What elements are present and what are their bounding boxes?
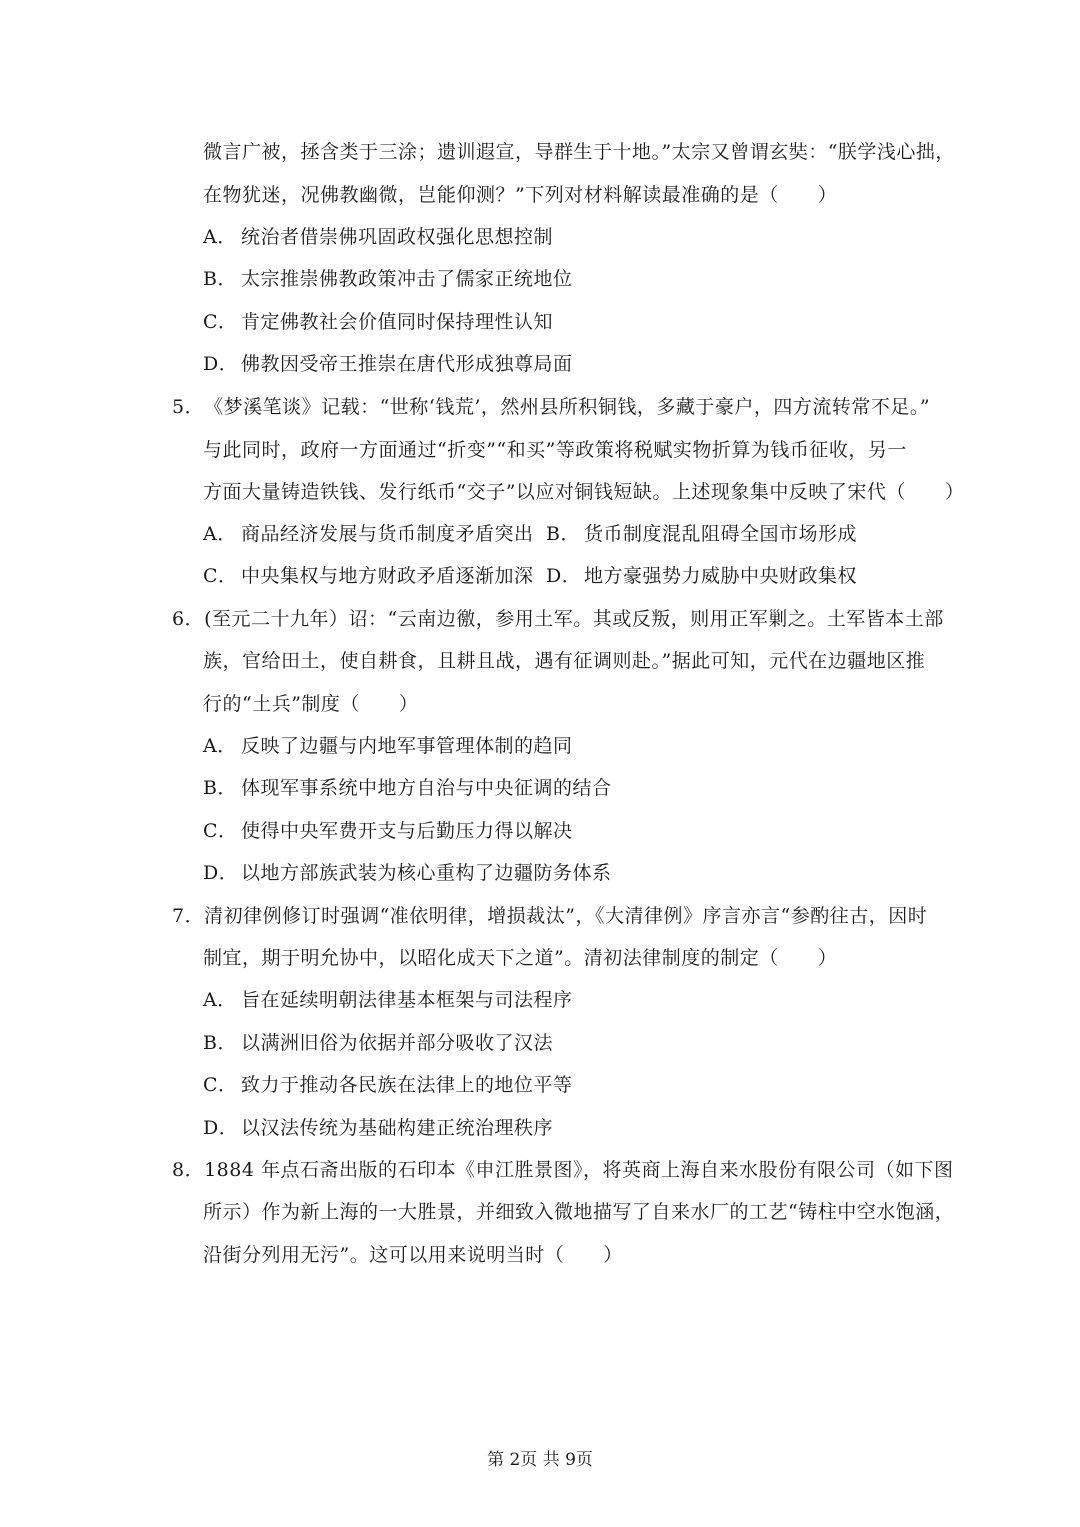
- option-text: 商品经济发展与货币制度矛盾突出: [241, 523, 534, 545]
- q5-stem-line-3: 方面大量铸造铁钱、发行纸币“交子”以应对铜钱短缺。上述现象集中反映了宋代（ ）: [203, 481, 965, 503]
- question-number: 6．: [172, 608, 205, 630]
- option-letter: B．: [203, 268, 237, 290]
- option-text: 以汉法传统为基础构建正统治理秩序: [241, 1117, 554, 1139]
- option-text: 肯定佛教社会价值同时保持理性认知: [241, 311, 554, 333]
- q7-stem-line-1: [172, 901, 927, 931]
- q5-option-d[interactable]: [546, 561, 857, 591]
- question-number: 8．: [172, 1159, 205, 1181]
- option-text: 太宗推崇佛教政策冲击了儒家正统地位: [241, 268, 573, 290]
- q5-stem-line-2: 与此同时，政府一方面通过“折变”“和买”等政策将税赋实物折算为钱币征收，另一: [203, 439, 907, 461]
- option-text: 以满洲旧俗为依据并部分吸收了汉法: [241, 1032, 554, 1054]
- option-text: 反映了边疆与内地军事管理体制的趋同: [241, 735, 573, 757]
- q7-stem-text: 清初律例修订时强调“准依明律，增损裁汰”，《大清律例》序言亦言“参酌往古，因时: [204, 905, 928, 927]
- q4-option-c[interactable]: [203, 307, 553, 337]
- q5-option-b[interactable]: [546, 519, 857, 549]
- q7-option-a[interactable]: [203, 985, 573, 1015]
- option-letter: B．: [203, 777, 237, 799]
- option-text: 佛教因受帝王推崇在唐代形成独尊局面: [241, 353, 573, 375]
- option-text: 地方豪强势力威胁中央财政集权: [584, 565, 858, 587]
- question-number: 5．: [172, 396, 205, 418]
- q6-option-b[interactable]: [203, 773, 612, 803]
- q6-option-d[interactable]: [203, 858, 612, 888]
- q5-option-a[interactable]: [203, 519, 534, 549]
- q6-stem-line-1: [172, 604, 944, 634]
- q7-stem-line-2: 制宜，期于明允协中，以昭化成天下之道”。清初法律制度的制定（ ）: [203, 947, 838, 969]
- q8-stem-line-3: 沿街分列用无污”。这可以用来说明当时（ ）: [203, 1244, 623, 1266]
- option-text: 货币制度混乱阻碍全国市场形成: [584, 523, 858, 545]
- q6-option-a[interactable]: [203, 731, 573, 761]
- option-letter: A．: [203, 523, 237, 545]
- q8-stem-text: 1884 年点石斋出版的石印本《申江胜景图》，将英商上海自来水股份有限公司（如下图: [204, 1159, 954, 1181]
- q8-stem-line-1: [172, 1155, 954, 1185]
- q5-stem-text: 《梦溪笔谈》记载：“世称‘钱荒’，然州县所积铜钱，多藏于豪户，四方流转常不足。”: [204, 396, 931, 418]
- q6-stem-text: (至元二十九年）诏：“云南边徼，参用土军。其或反叛，则用正军剿之。土军皆本土部: [204, 608, 944, 630]
- question-number: 7．: [172, 905, 205, 927]
- option-letter: A．: [203, 226, 237, 248]
- option-letter: C．: [203, 820, 238, 842]
- option-letter: D．: [203, 1117, 239, 1139]
- q4-option-a[interactable]: [203, 222, 553, 252]
- option-letter: A．: [203, 989, 237, 1011]
- option-text: 体现军事系统中地方自治与中央征调的结合: [241, 777, 612, 799]
- q6-option-c[interactable]: [203, 816, 573, 846]
- option-letter: C．: [203, 311, 238, 333]
- q4-stem-line-2: 在物犹迷，况佛教幽微，岂能仰测？”下列对材料解读最准确的是（ ）: [203, 184, 838, 206]
- option-letter: D．: [203, 353, 239, 375]
- q4-option-b[interactable]: [203, 264, 573, 294]
- option-letter: C．: [203, 565, 238, 587]
- option-text: 统治者借崇佛巩固政权强化思想控制: [241, 226, 554, 248]
- option-text: 致力于推动各民族在法律上的地位平等: [241, 1074, 573, 1096]
- option-text: 中央集权与地方财政矛盾逐渐加深: [241, 565, 534, 587]
- q7-option-d[interactable]: [203, 1113, 553, 1143]
- q7-option-c[interactable]: [203, 1070, 573, 1100]
- q4-option-d[interactable]: [203, 349, 573, 379]
- option-letter: B．: [546, 523, 580, 545]
- q5-stem-line-1: [172, 392, 930, 422]
- option-text: 使得中央军费开支与后勤压力得以解决: [241, 820, 573, 842]
- option-letter: D．: [203, 862, 239, 884]
- q8-stem-line-2: 所示）作为新上海的一大胜景，并细致入微地描写了自来水厂的工艺“铸柱中空水饱涵，: [203, 1201, 955, 1223]
- q4-stem-line-1: 微言广被，拯含类于三涂；遗训遐宣，导群生于十地。”太宗又曾谓玄奘：“朕学浅心拙，: [203, 141, 955, 163]
- option-letter: D．: [546, 565, 582, 587]
- q6-stem-line-2: 族，官给田土，使自耕食，且耕且战，遇有征调则赴。”据此可知，元代在边疆地区推: [203, 650, 926, 672]
- option-text: 以地方部族武装为核心重构了边疆防务体系: [241, 862, 612, 884]
- q6-stem-line-3: 行的“土兵”制度（ ）: [203, 693, 419, 715]
- page-footer: 第 2页 共 9页: [487, 1450, 593, 1470]
- option-text: 旨在延续明朝法律基本框架与司法程序: [241, 989, 573, 1011]
- option-letter: C．: [203, 1074, 238, 1096]
- q5-option-c[interactable]: [203, 561, 534, 591]
- option-letter: A．: [203, 735, 237, 757]
- option-letter: B．: [203, 1032, 237, 1054]
- q7-option-b[interactable]: [203, 1028, 553, 1058]
